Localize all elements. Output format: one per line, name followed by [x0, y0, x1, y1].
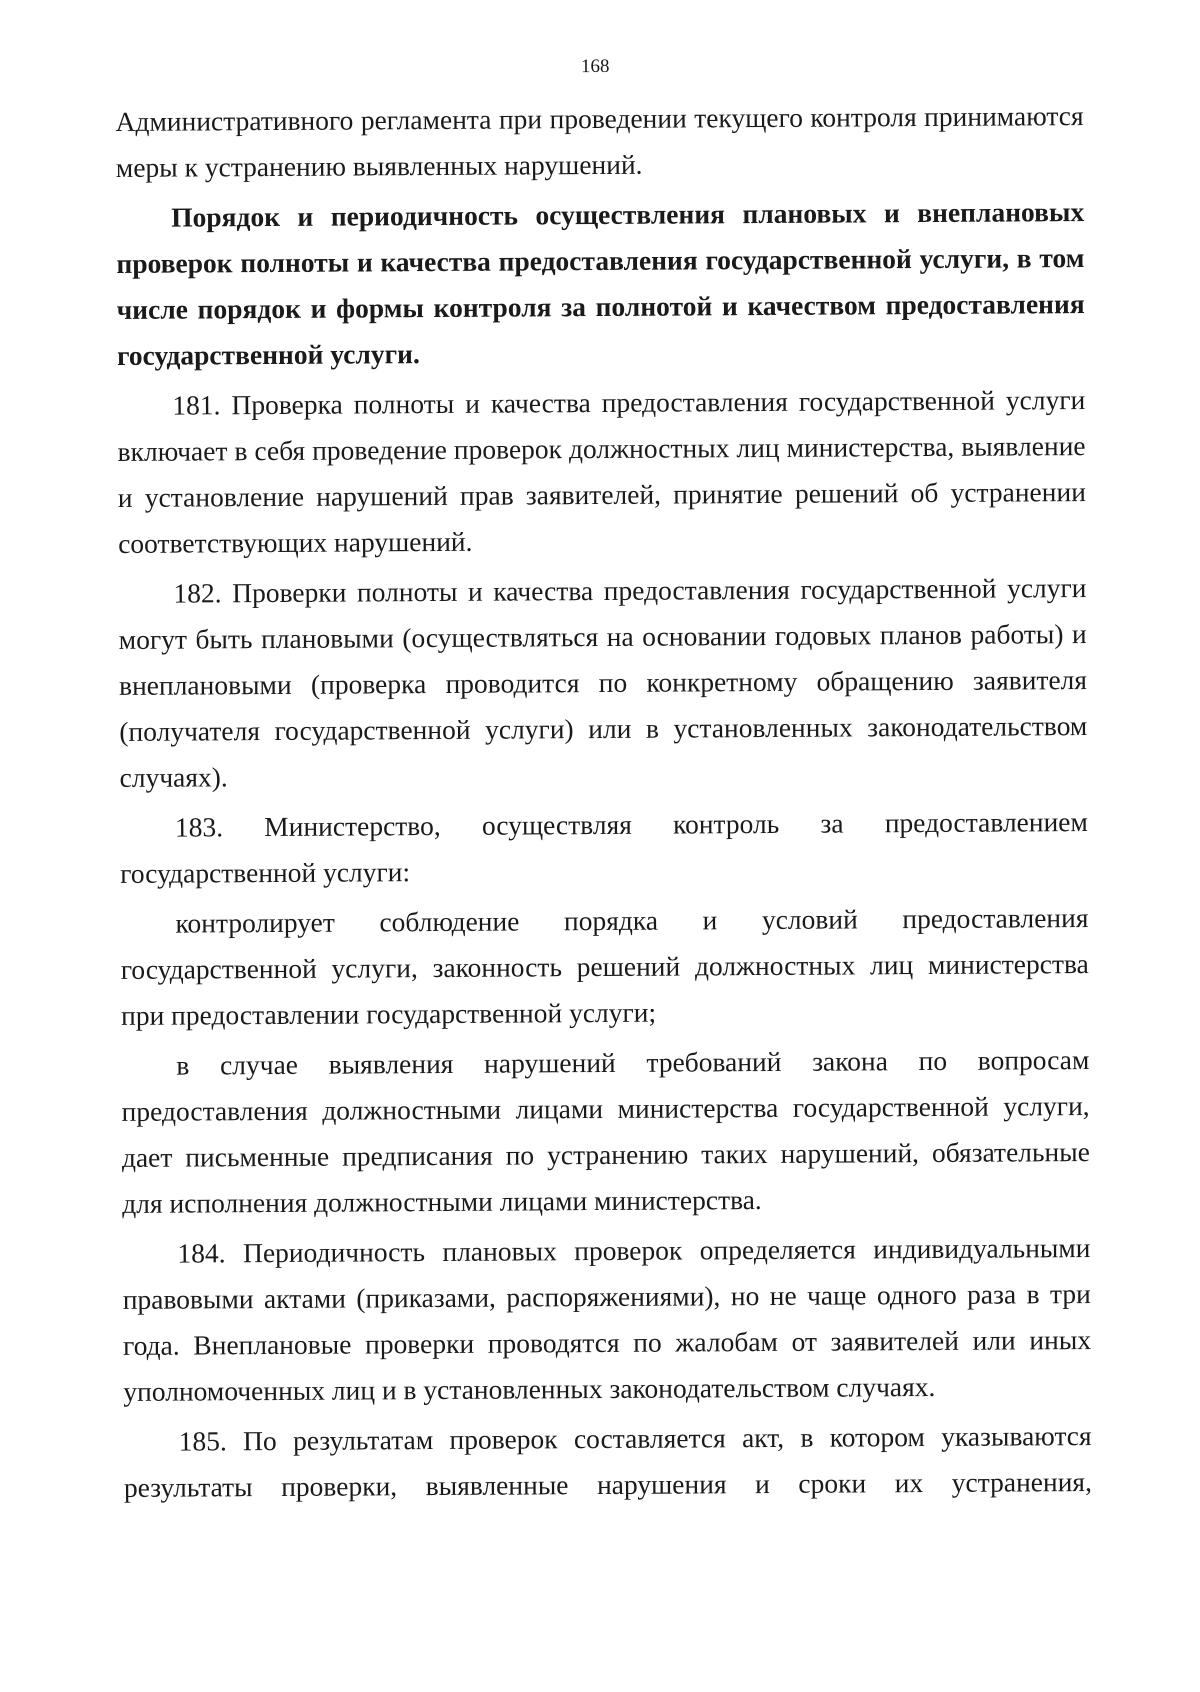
paragraph-185: 185. По результатам проверок составляется акт, в котором указываются результаты проверки, выявленные нарушения и сроки их устранения,: [123, 1420, 1092, 1503]
document-body: [115, 93, 1092, 1511]
page-number: 168: [580, 55, 610, 78]
paragraph-183-item-1: контролирует соблюдение порядка и условий предоставления государственной услуги, законность решений должностных лиц министерства при предоставлении государственной услуги;: [120, 902, 1089, 1031]
paragraph-181: 181. Проверка полноты и качества предоставления государственной услуги включает в себя проведение проверок должностных лиц министерства, выявление и установление нарушений прав заявителей, принятие решений об устранении соответствующих нарушений.: [117, 384, 1086, 559]
paragraph-184: 184. Периодичность плановых проверок определяется индивидуальными правовыми актами (приказами, распоряжениями), но не чаще одного раза в три года. Внеплановые проверки проводятся по жалобам от заявителей или иных уполномоченных лиц и в установленных законодательством случаях.: [122, 1232, 1092, 1407]
paragraph-183: 183. Министерство, осуществляя контроль за предоставлением государственной услуги:: [120, 806, 1088, 889]
paragraph-183-item-2: в случае выявления нарушений требований закона по вопросам предоставления должностными лицами министерства государственной услуги, дает письменные предписания по устранению таких нарушений, обязательные для исполнения должностными лицами министерства.: [121, 1044, 1090, 1219]
paragraph-182: 182. Проверки полноты и качества предоставления государственной услуги могут быть плановыми (осуществляться на основании годовых планов работы) и внеплановыми (проверка проводится по конкретному обращению заявителя (получателя государственной услуги) или в установленных законодательством случаях).: [118, 572, 1088, 793]
paragraph-continuation: Административного регламента при проведении текущего контроля принимаются меры к устранению выявленных нарушений.: [115, 100, 1084, 183]
section-heading: Порядок и периодичность осуществления плановых и внеплановых проверок полноты и качества предоставления государственной услуги, в том числе порядок и формы контроля за полнотой и качеством предоставления государственной услуги.: [116, 196, 1085, 371]
